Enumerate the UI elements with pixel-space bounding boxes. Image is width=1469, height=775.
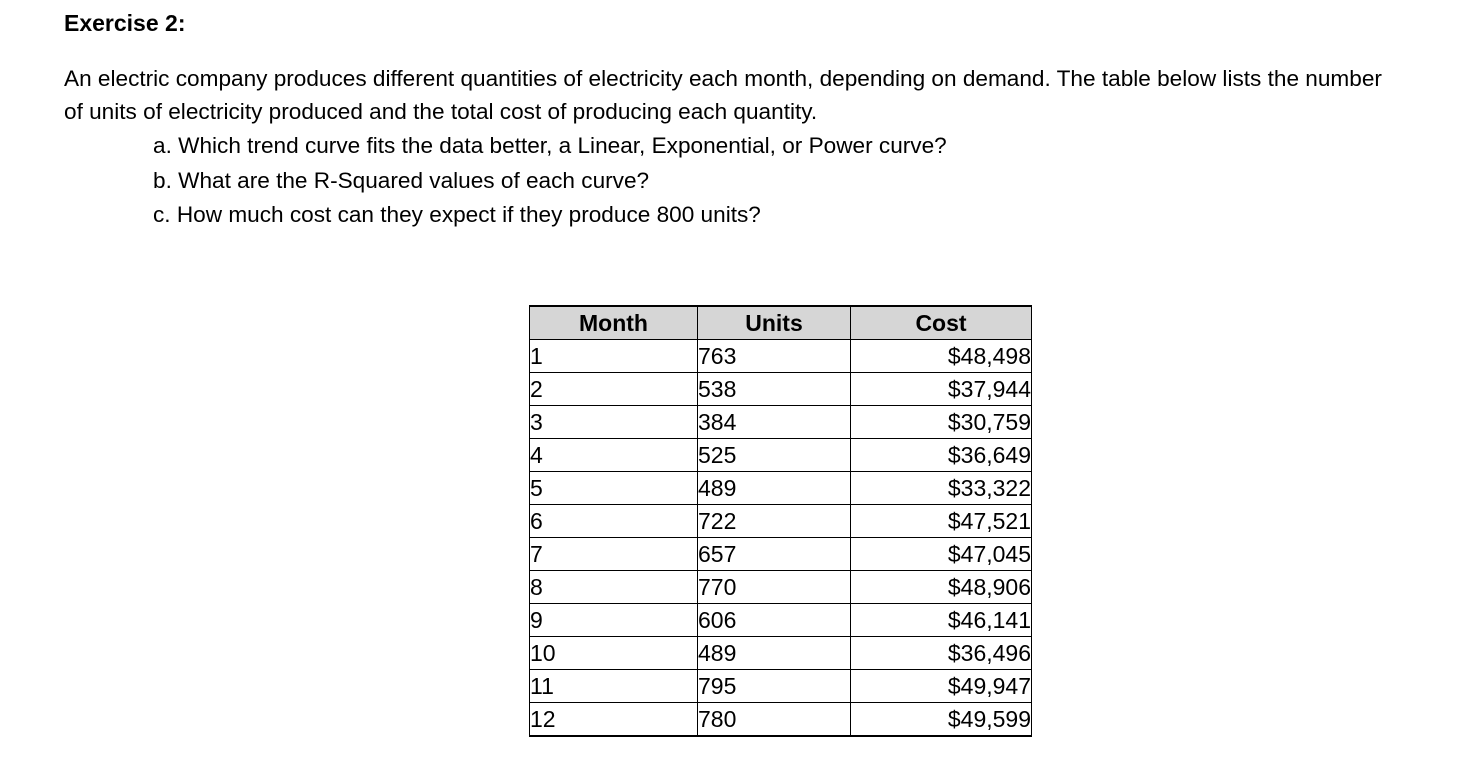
table-row [530,439,1032,472]
table-row [530,472,1032,505]
cell-units: 795 [698,670,851,703]
cell-cost: $48,906 [851,571,1032,604]
table-header-row [530,306,1032,340]
cell-cost: $48,498 [851,340,1032,373]
table-row [530,406,1032,439]
cell-cost: $49,599 [851,703,1032,737]
cell-units: 722 [698,505,851,538]
cell-month: 10 [530,637,698,670]
cell-month: 4 [530,439,698,472]
cell-units: 538 [698,373,851,406]
table-row [530,373,1032,406]
cell-units: 489 [698,472,851,505]
cell-units: 525 [698,439,851,472]
intro-paragraph: An electric company produces different quantities of electricity each month, depending on demand. The table below lists the number of units of electricity produced and the total cost of producing each quantity. [64,66,1382,124]
question-list [153,129,947,233]
question-c: c. How much cost can they expect if they produce 800 units? [153,202,761,227]
cell-month: 1 [530,340,698,373]
cell-units: 489 [698,637,851,670]
table-row [530,703,1032,737]
cell-units: 606 [698,604,851,637]
cell-cost: $37,944 [851,373,1032,406]
cell-cost: $47,521 [851,505,1032,538]
cell-cost: $49,947 [851,670,1032,703]
cell-month: 3 [530,406,698,439]
header-units: Units [698,306,851,340]
table-row [530,604,1032,637]
table-row [530,505,1032,538]
table-row [530,670,1032,703]
cell-units: 763 [698,340,851,373]
cell-month: 7 [530,538,698,571]
cell-month: 5 [530,472,698,505]
cell-cost: $47,045 [851,538,1032,571]
cell-month: 12 [530,703,698,737]
data-table [529,305,1032,737]
question-b: b. What are the R-Squared values of each curve? [153,167,650,193]
cell-units: 657 [698,538,851,571]
table-row [530,538,1032,571]
cell-month: 9 [530,604,698,637]
table-row [530,340,1032,373]
cell-units: 770 [698,571,851,604]
cell-month: 11 [530,670,698,703]
cell-cost: $36,496 [851,637,1032,670]
exercise-heading: Exercise 2: [64,10,186,36]
cell-month: 6 [530,505,698,538]
cell-cost: $36,649 [851,439,1032,472]
cell-month: 2 [530,373,698,406]
header-cost: Cost [851,306,1032,340]
header-month: Month [530,306,698,340]
table-row [530,637,1032,670]
cell-month: 8 [530,571,698,604]
cell-cost: $46,141 [851,604,1032,637]
question-a: a. Which trend curve fits the data better, a Linear, Exponential, or Power curve? [153,133,947,158]
cell-units: 384 [698,406,851,439]
table-row [530,571,1032,604]
cell-units: 780 [698,703,851,737]
cell-cost: $30,759 [851,406,1032,439]
cell-cost: $33,322 [851,472,1032,505]
